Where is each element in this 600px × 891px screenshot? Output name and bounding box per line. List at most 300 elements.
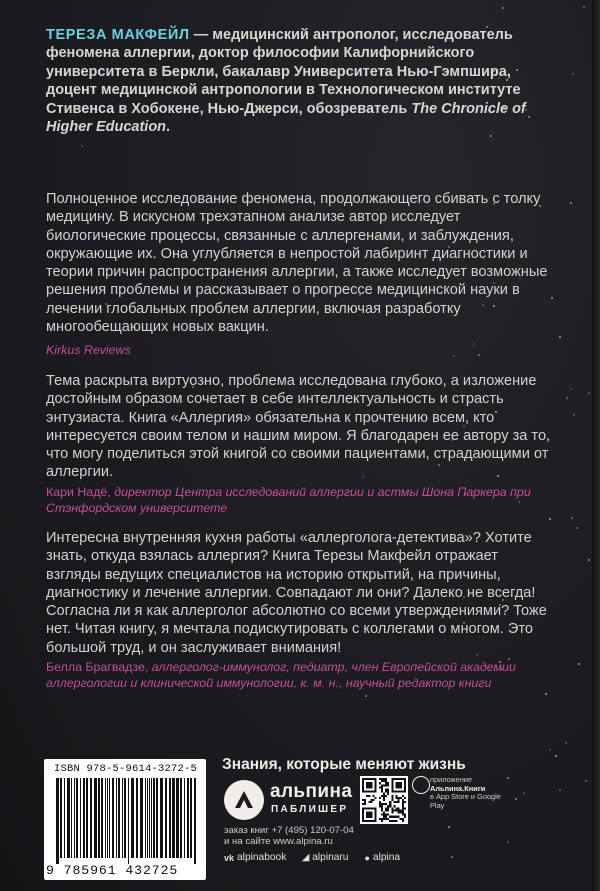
telegram-icon: ◢	[302, 852, 310, 862]
barcode-bar	[112, 778, 114, 858]
qr-module	[366, 807, 368, 809]
star-dot	[549, 749, 551, 751]
star-dot	[81, 145, 83, 147]
app-stores: в App Store и Google Play	[430, 792, 501, 810]
qr-module	[375, 797, 377, 799]
qr-module	[375, 814, 377, 816]
qr-module	[372, 820, 374, 822]
qr-module	[400, 797, 402, 799]
qr-module	[370, 812, 372, 814]
qr-module	[383, 818, 385, 820]
qr-module	[362, 780, 364, 782]
qr-module	[372, 778, 374, 780]
qr-module	[383, 778, 385, 780]
qr-module	[379, 778, 381, 780]
isbn-text: ISBN 978-5-9614-3272-5	[54, 763, 198, 775]
barcode-bar	[105, 778, 106, 858]
barcode-bar	[107, 778, 108, 858]
qr-module	[383, 797, 385, 799]
qr-module	[402, 801, 404, 803]
qr-module	[385, 818, 387, 820]
star-dot	[572, 73, 574, 75]
qr-module	[385, 807, 387, 809]
star-dot	[570, 388, 572, 390]
qr-module	[404, 786, 406, 788]
qr-module	[362, 818, 364, 820]
qr-module	[381, 778, 383, 780]
publisher-logo	[224, 780, 354, 822]
qr-module	[375, 820, 377, 822]
qr-module	[393, 805, 395, 807]
barcode-bar	[140, 778, 143, 858]
qr-module	[387, 809, 389, 811]
qr-module	[391, 778, 393, 780]
qr-module	[364, 799, 366, 801]
app-label: приложение	[430, 775, 473, 784]
qr-module	[368, 795, 370, 797]
qr-module	[366, 816, 368, 818]
qr-module	[402, 812, 404, 814]
star-dot	[555, 755, 557, 757]
qr-module	[366, 778, 368, 780]
star-dot	[523, 792, 525, 794]
qr-module	[391, 782, 393, 784]
barcode-bar	[149, 778, 150, 858]
social-vk[interactable]	[224, 852, 286, 863]
qr-module	[404, 814, 406, 816]
qr-module	[370, 814, 372, 816]
qr-module	[385, 791, 387, 793]
publisher-slogan: Знания, которые меняют жизнь	[222, 756, 466, 773]
barcode-bar	[116, 778, 117, 858]
qr-module	[398, 786, 400, 788]
barcode-bar	[76, 778, 78, 858]
qr-module	[375, 786, 377, 788]
qr-module	[398, 791, 400, 793]
qr-module	[379, 786, 381, 788]
vk-icon: vk	[224, 852, 235, 863]
isbn-barcode	[44, 759, 206, 880]
qr-module	[402, 791, 404, 793]
qr-module	[402, 820, 404, 822]
star-dot	[507, 841, 509, 843]
barcode-bar	[153, 778, 155, 858]
qr-module	[383, 803, 385, 805]
qr-module	[362, 788, 364, 790]
qr-module	[396, 784, 398, 786]
star-dot	[448, 826, 450, 828]
qr-module	[393, 778, 395, 780]
qr-module	[366, 786, 368, 788]
qr-module	[383, 795, 385, 797]
alpina-logo-icon	[224, 780, 264, 820]
qr-module	[368, 807, 370, 809]
qr-module	[404, 784, 406, 786]
qr-module	[393, 809, 395, 811]
star-dot	[566, 397, 568, 399]
order-info	[224, 825, 354, 848]
qr-module	[385, 778, 387, 780]
qr-module	[385, 784, 387, 786]
qr-module	[396, 797, 398, 799]
qr-module	[362, 809, 364, 811]
barcode-bar	[128, 778, 129, 864]
qr-module	[362, 786, 364, 788]
qr-module	[400, 818, 402, 820]
star-dot	[549, 518, 551, 520]
barcode-bar	[160, 778, 163, 858]
qr-module	[387, 791, 389, 793]
qr-module	[381, 807, 383, 809]
star-dot	[565, 742, 567, 744]
barcode-bar	[136, 778, 138, 858]
barcode-bar	[124, 778, 126, 858]
qr-module	[391, 809, 393, 811]
barcode-bar	[71, 778, 72, 858]
qr-module	[396, 791, 398, 793]
qr-module	[379, 803, 381, 805]
qr-module	[372, 795, 374, 797]
qr-module	[364, 801, 366, 803]
qr-module	[404, 816, 406, 818]
qr-module	[370, 820, 372, 822]
star-dot	[559, 789, 561, 791]
qr-module	[391, 820, 393, 822]
bio-text-end: .	[166, 119, 171, 136]
qr-module	[400, 778, 402, 780]
qr-module	[385, 795, 387, 797]
qr-module	[404, 788, 406, 790]
barcode-bar	[184, 778, 185, 858]
qr-module	[381, 820, 383, 822]
star-dot	[573, 414, 575, 416]
qr-module	[370, 816, 372, 818]
qr-module	[368, 814, 370, 816]
qr-module	[381, 818, 383, 820]
qr-module	[387, 782, 389, 784]
qr-module	[391, 807, 393, 809]
qr-module	[368, 812, 370, 814]
qr-module	[391, 784, 393, 786]
barcode-bar	[122, 778, 123, 858]
qr-module	[366, 782, 368, 784]
author-name: ТЕРЕЗА МАКФЕЙЛ	[46, 27, 190, 43]
qr-module	[391, 797, 393, 799]
qr-module	[379, 797, 381, 799]
review-text: Тема раскрыта виртуозно, проблема исследована глубоко, а изложение достойным образом сочетает в себе интеллектуальность и страсть энтузиаста. Книга «Аллергия» обязательна к прочтению всем, кто интересуется своим телом и нашим миром. Я благодарен ее автору за то, что могу поделиться этой книгой со своими пациентами, страдающими от аллергии.	[46, 373, 551, 481]
qr-module	[370, 791, 372, 793]
qr-module	[383, 780, 385, 782]
qr-module	[391, 786, 393, 788]
barcode-bar	[64, 778, 65, 858]
qr-module	[398, 812, 400, 814]
qr-module	[398, 816, 400, 818]
star-dot	[545, 693, 547, 695]
star-dot	[570, 202, 572, 204]
qr-module	[398, 782, 400, 784]
qr-module	[370, 786, 372, 788]
qr-module	[387, 818, 389, 820]
qr-module	[362, 812, 364, 814]
qr-module	[381, 805, 383, 807]
qr-module	[362, 799, 364, 801]
qr-module	[381, 795, 383, 797]
review-source: Kirkus Reviews	[46, 343, 131, 358]
qr-module	[398, 799, 400, 801]
qr-module	[362, 814, 364, 816]
review-bragvadze	[46, 529, 556, 691]
qr-module	[398, 807, 400, 809]
social-label: alpinaru	[312, 852, 349, 863]
barcode-bar	[165, 778, 167, 858]
barcode-bar	[74, 778, 75, 858]
author-bio	[46, 26, 556, 136]
review-source: Кари Надё, директор Центра исследований аллергии и астмы Шона Паркера при Стэнфордском университете	[46, 484, 531, 515]
barcode-bar	[151, 778, 152, 858]
logo-name: альпина	[270, 781, 353, 802]
qr-module	[402, 799, 404, 801]
qr-module	[381, 788, 383, 790]
barcode-bar	[101, 778, 103, 858]
barcode-bar	[187, 778, 189, 858]
barcode-bar	[80, 778, 81, 858]
barcode-bar	[56, 778, 59, 864]
star-dot	[365, 695, 367, 697]
barcode-bar	[109, 778, 110, 858]
social-telegram[interactable]	[302, 852, 348, 863]
qr-module	[400, 791, 402, 793]
qr-module	[372, 791, 374, 793]
qr-module	[387, 788, 389, 790]
star-dot	[571, 517, 573, 519]
qr-module	[391, 788, 393, 790]
qr-module	[362, 820, 364, 822]
qr-module	[404, 807, 406, 809]
qr-module	[368, 816, 370, 818]
qr-module	[362, 782, 364, 784]
qr-module	[381, 814, 383, 816]
bio-publication: The Chronicle of Higher Education	[46, 100, 526, 136]
qr-module	[396, 820, 398, 822]
order-website: и на сайте www.alpina.ru	[224, 836, 333, 848]
qr-module	[370, 807, 372, 809]
qr-module	[402, 803, 404, 805]
review-text: Полноценное исследование феномена, продолжающего сбивать с толку медицину. В искусном трехэтапном анализе автор исследует биологические процессы, связанные с аллергенами, и заблуждения, окружающие их. Она углубляется в непростой лабиринт диагностики и теории причин распространения аллергии, а также исследует возможные решения проблемы и рассказывает о прогрессе медицинской науки в лечении глобальных проблем аллергии, включая разработку многообещающих новых вакцин.	[46, 191, 548, 336]
qr-module	[375, 816, 377, 818]
qr-module	[400, 782, 402, 784]
qr-module	[364, 820, 366, 822]
qr-module	[385, 780, 387, 782]
qr-module	[385, 788, 387, 790]
qr-module	[370, 784, 372, 786]
qr-module	[404, 782, 406, 784]
qr-module	[402, 778, 404, 780]
qr-module	[389, 801, 391, 803]
qr-module	[391, 816, 393, 818]
order-phone: заказ книг +7 (495) 120-07-04	[224, 825, 354, 836]
qr-module	[364, 778, 366, 780]
qr-module	[398, 784, 400, 786]
qr-module	[362, 784, 364, 786]
qr-module	[362, 803, 364, 805]
qr-module	[398, 809, 400, 811]
qr-module	[396, 809, 398, 811]
qr-module	[366, 814, 368, 816]
star-dot	[588, 559, 590, 561]
barcode-bar	[94, 778, 97, 858]
qr-module	[396, 782, 398, 784]
barcode-bar	[83, 778, 85, 858]
qr-module	[402, 807, 404, 809]
review-nadeau	[46, 372, 556, 516]
qr-module	[375, 784, 377, 786]
qr-module	[375, 782, 377, 784]
qr-module	[391, 780, 393, 782]
qr-module	[364, 791, 366, 793]
qr-module	[379, 818, 381, 820]
qr-module	[393, 820, 395, 822]
qr-module	[381, 784, 383, 786]
qr-module	[381, 780, 383, 782]
qr-module	[368, 778, 370, 780]
qr-module	[387, 814, 389, 816]
star-dot	[585, 780, 587, 782]
qr-module	[385, 782, 387, 784]
qr-module	[368, 801, 370, 803]
qr-module	[396, 807, 398, 809]
barcode-bar	[176, 778, 179, 858]
star-dot	[502, 7, 504, 9]
qr-module	[393, 816, 395, 818]
qr-module	[402, 809, 404, 811]
qr-module	[402, 818, 404, 820]
qr-module	[366, 820, 368, 822]
barcode-bar	[98, 778, 100, 858]
qr-module	[375, 778, 377, 780]
qr-module	[362, 807, 364, 809]
qr-module	[389, 816, 391, 818]
qr-module	[370, 782, 372, 784]
qr-module	[391, 812, 393, 814]
qr-module	[368, 786, 370, 788]
barcode-bar	[90, 778, 92, 858]
star-dot	[583, 6, 585, 8]
qr-module	[404, 780, 406, 782]
qr-module	[398, 778, 400, 780]
star-dot	[515, 798, 517, 800]
qr-module	[400, 812, 402, 814]
qr-module	[362, 791, 364, 793]
qr-module	[375, 818, 377, 820]
qr-module	[379, 801, 381, 803]
qr-module	[362, 778, 364, 780]
qr-module	[364, 807, 366, 809]
qr-module	[383, 814, 385, 816]
qr-module	[385, 816, 387, 818]
qr-module	[400, 786, 402, 788]
ean-number: 9 785961 432725	[46, 863, 179, 878]
qr-module	[402, 795, 404, 797]
qr-module	[396, 801, 398, 803]
qr-module	[387, 793, 389, 795]
qr-module	[375, 812, 377, 814]
qr-module	[385, 814, 387, 816]
barcode-bar	[156, 778, 158, 858]
qr-module	[391, 791, 393, 793]
qr-module	[368, 784, 370, 786]
qr-module	[387, 784, 389, 786]
qr-code[interactable]	[360, 776, 408, 824]
qr-module	[381, 786, 383, 788]
social-label: alpinabook	[237, 852, 287, 863]
qr-module	[396, 816, 398, 818]
qr-module	[372, 799, 374, 801]
qr-module	[404, 797, 406, 799]
qr-module	[398, 801, 400, 803]
qr-module	[366, 784, 368, 786]
qr-module	[383, 784, 385, 786]
qr-module	[391, 799, 393, 801]
star-dot	[578, 663, 580, 665]
social-links	[224, 852, 554, 863]
review-kirkus	[46, 190, 556, 358]
qr-module	[383, 812, 385, 814]
barcode-bar	[145, 778, 146, 858]
app-icon	[412, 776, 430, 794]
app-name: Альпина.Книги	[430, 783, 486, 793]
qr-module	[379, 805, 381, 807]
qr-module	[370, 778, 372, 780]
barcode-bar	[194, 778, 196, 864]
qr-module	[396, 778, 398, 780]
qr-module	[400, 784, 402, 786]
qr-module	[404, 778, 406, 780]
qr-module	[381, 809, 383, 811]
social-ok[interactable]	[364, 852, 400, 863]
barcode-bar	[172, 778, 175, 858]
qr-module	[362, 816, 364, 818]
qr-module	[375, 807, 377, 809]
app-promo	[430, 776, 510, 810]
star-dot	[588, 392, 590, 394]
qr-module	[398, 797, 400, 799]
qr-module	[404, 791, 406, 793]
barcode-bar	[67, 778, 70, 858]
qr-module	[366, 791, 368, 793]
bio-text: — медицинский антрополог, исследователь феномена аллергии, доктор философии Калифорнийского университета в Беркли, бакалавр Университета Нью-Гэмпшира, доцент медицинской антропологии в Технологическом институте Стивенса в Хобокене, Нью-Джерси, обозреватель	[46, 27, 521, 117]
qr-module	[370, 799, 372, 801]
barcode-bar	[190, 778, 192, 858]
barcode-bar	[147, 778, 148, 858]
qr-module	[368, 782, 370, 784]
star-dot	[576, 527, 578, 529]
qr-module	[404, 801, 406, 803]
qr-module	[368, 820, 370, 822]
qr-module	[375, 791, 377, 793]
qr-module	[383, 793, 385, 795]
qr-module	[368, 791, 370, 793]
qr-module	[372, 807, 374, 809]
qr-module	[379, 782, 381, 784]
logo-subtitle: ПАБЛИШЕР	[271, 804, 349, 815]
barcode-bar	[131, 778, 134, 858]
qr-module	[364, 803, 366, 805]
qr-module	[393, 791, 395, 793]
qr-module	[370, 801, 372, 803]
barcode-bars	[56, 778, 198, 864]
review-text: Интересна внутренняя кухня работы «аллерголога-детектива»? Хотите знать, откуда взялась аллергия? Книга Терезы Макфейл отражает взгляды ведущих специалистов на историю открытий, на причины, диагностику и лечение аллергии. Совпадают ли они? Далеко не всегда! Согласна ли я как аллерголог абсолютно со всеми утверждениями? Тоже нет. Читая книгу, я мечтала подискутировать с коллегами о многом. Это большой труд, и он заслуживает внимания!	[46, 530, 547, 656]
qr-module	[385, 803, 387, 805]
